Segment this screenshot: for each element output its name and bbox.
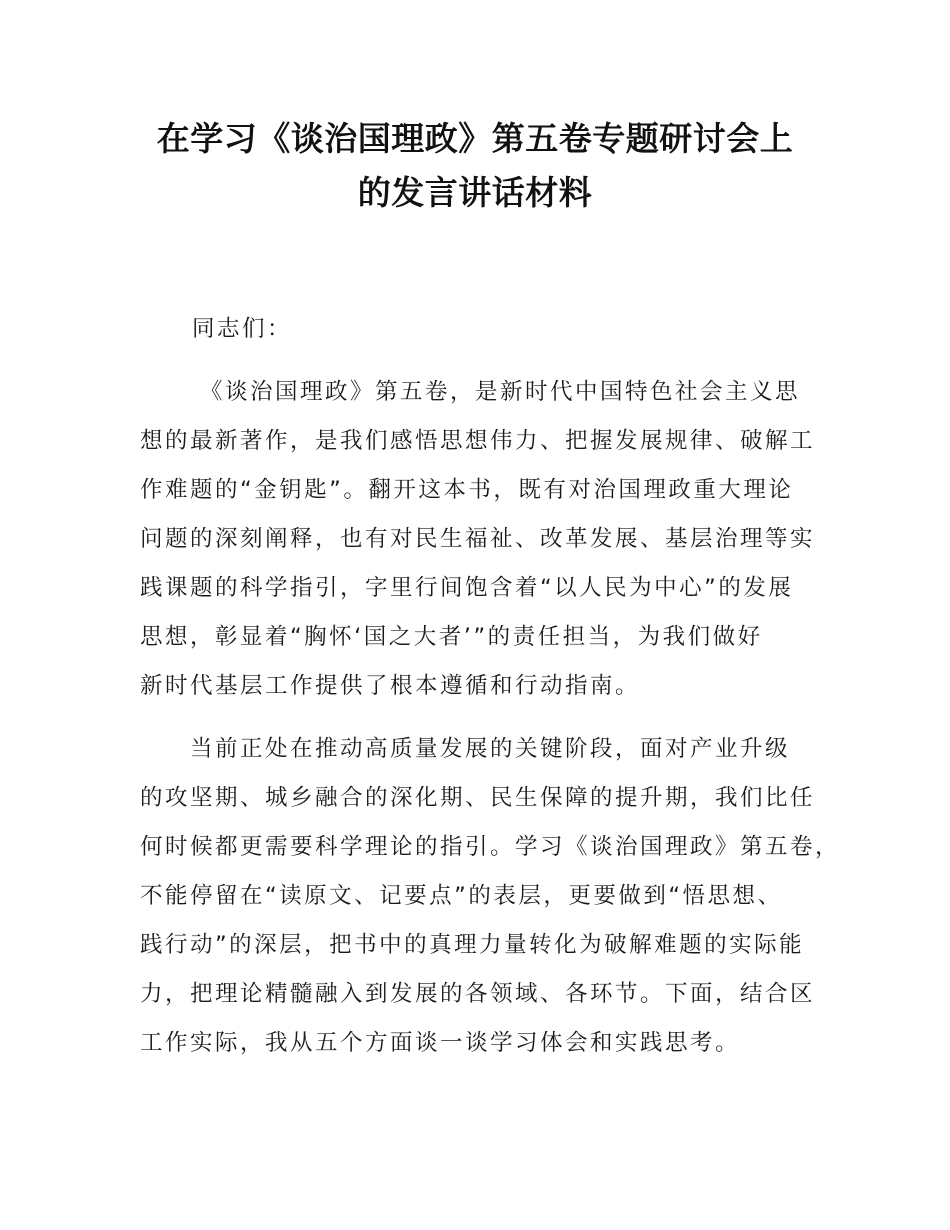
paragraph-1-line: 《谈治国理政》第五卷，是新时代中国特色社会主义思	[200, 379, 801, 405]
paragraph-1-line: 践课题的科学指引，字里行间饱含着“以人民为中心”的发展	[140, 575, 794, 601]
paragraph-1-line: 新时代基层工作提供了根本遵循和行动指南。	[140, 673, 641, 699]
paragraph-2-line: 力，把理论精髓融入到发展的各领域、各环节。下面，结合区	[140, 981, 816, 1007]
paragraph-2-line: 当前正处在推动高质量发展的关键阶段，面对产业升级	[190, 736, 791, 762]
paragraph-2-line: 的攻坚期、城乡融合的深化期、民生保障的提升期，我们比任	[140, 785, 816, 811]
document-body	[140, 305, 841, 1068]
document-title	[0, 112, 950, 220]
title-line-2: 的发言讲话材料	[357, 173, 593, 212]
paragraph-2-line: 工作实际，我从五个方面谈一谈学习体会和实践思考。	[140, 1030, 741, 1056]
paragraph-1-line: 想的最新著作，是我们感悟思想伟力、把握发展规律、破解工	[140, 428, 816, 454]
paragraph-2-line: 何时候都更需要科学理论的指引。学习《谈治国理政》第五卷，	[140, 834, 841, 860]
paragraph-2-line: 践行动”的深层，把书中的真理力量转化为破解难题的实际能	[140, 932, 805, 958]
greeting: 同志们：	[192, 316, 293, 342]
paragraph-2	[140, 725, 841, 1068]
paragraph-2-line: 不能停留在“读原文、记要点”的表层，更要做到“悟思想、	[140, 883, 783, 909]
title-line-1: 在学习《谈治国理政》第五卷专题研讨会上	[156, 119, 794, 158]
paragraph-1-line: 作难题的“金钥匙”。翻开这本书，既有对治国理政重大理论	[140, 477, 794, 503]
paragraph-1-line: 思想，彰显着“胸怀‘国之大者’”的责任担当，为我们做好	[140, 624, 763, 650]
paragraph-1	[140, 368, 820, 711]
paragraph-1-line: 问题的深刻阐释，也有对民生福祉、改革发展、基层治理等实	[140, 526, 816, 552]
